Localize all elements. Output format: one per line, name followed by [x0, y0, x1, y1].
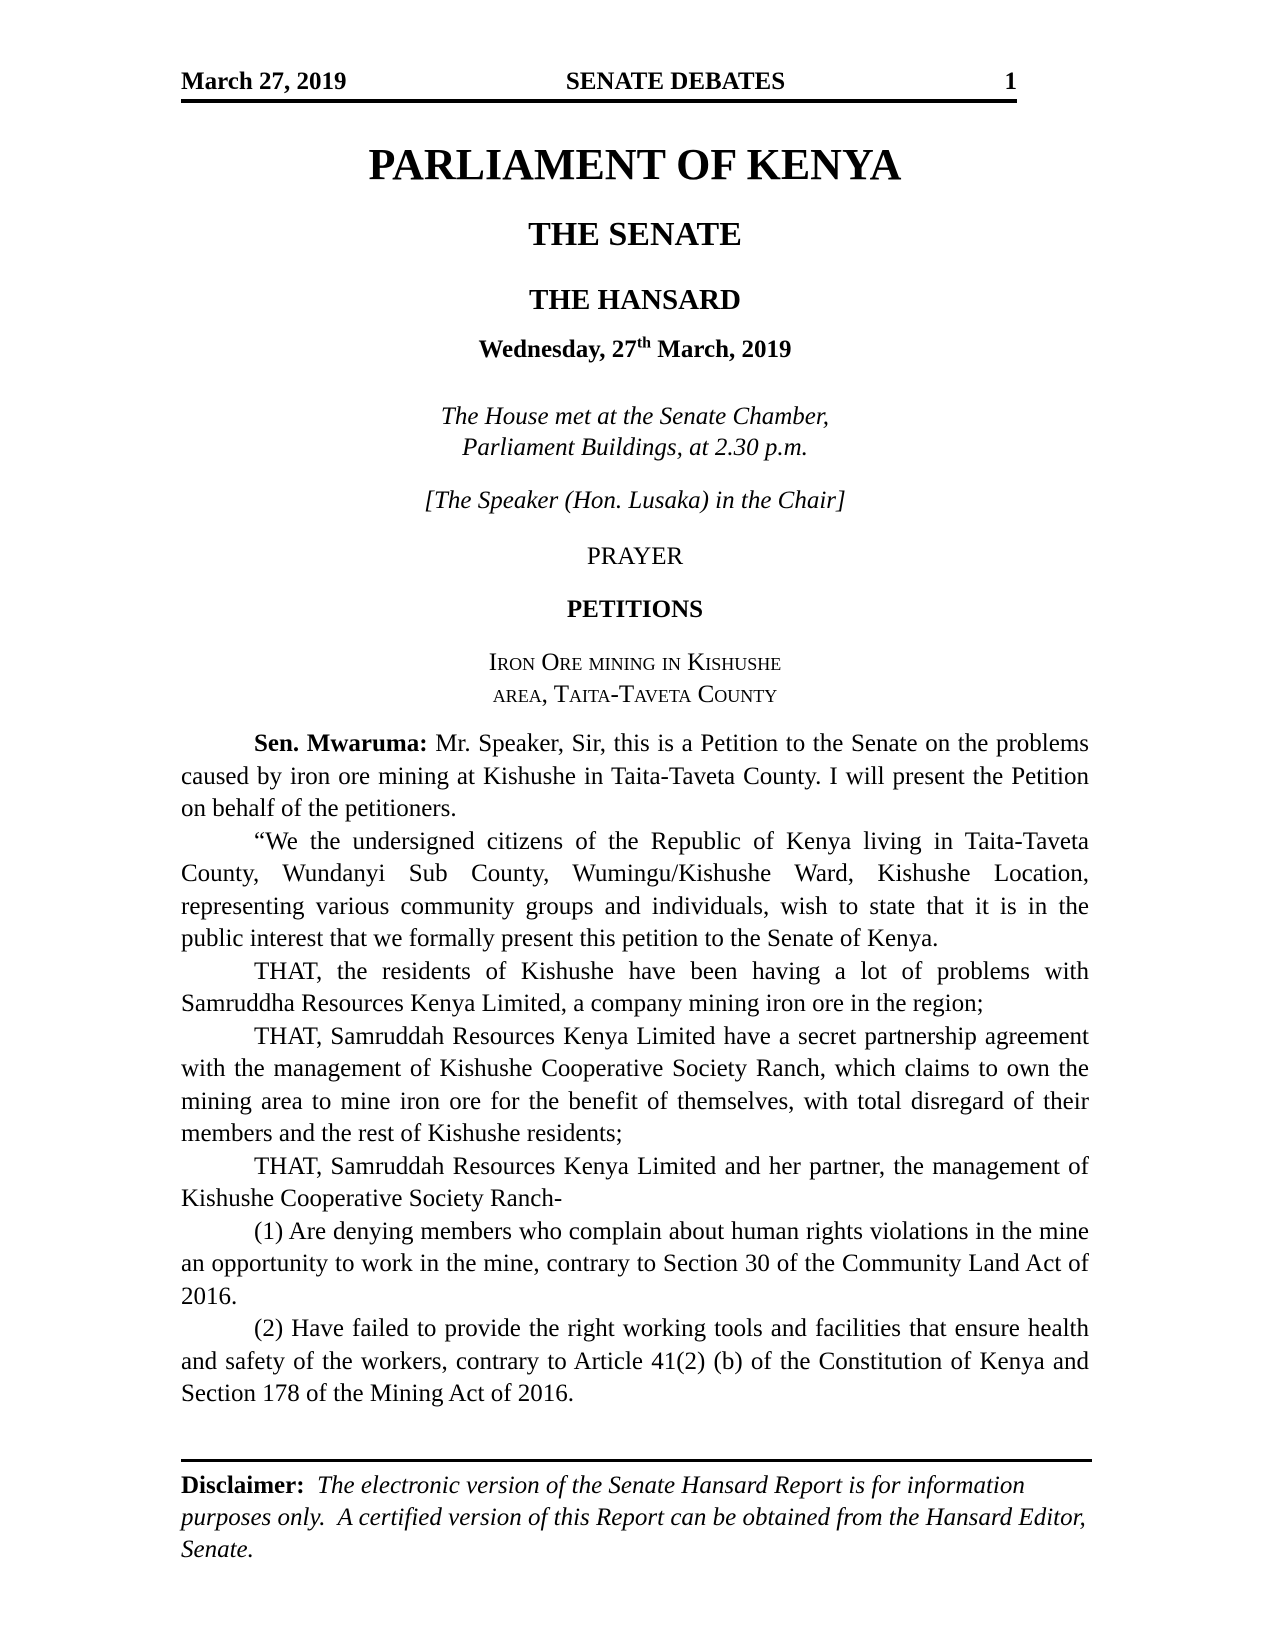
parliament-title: PARLIAMENT OF KENYA [368, 140, 902, 189]
paragraph-clause-2: (2) Have failed to provide the right working tools and facilities that ensure health and safety of the workers, contrary to Article 41(2) (b) of the Constitution of Kenya and Section 178 of the Mining Act of 2016. [181, 1315, 1089, 1407]
paragraph-that-partner: THAT, Samruddah Resources Kenya Limited and her partner, the management of Kishushe Cooperative Society Ranch- [181, 1152, 1089, 1212]
header-page-number: 1 [1004, 68, 1017, 95]
senate-title: THE SENATE [528, 216, 742, 253]
meeting-note [181, 401, 1089, 463]
paragraph-petition-preamble: “We the undersigned citizens of the Republic of Kenya living in Taita-Taveta County, Wundanyi Sub County, Wumingu/Kishushe Ward, Kishushe Location, representing various community groups and individuals, wish to state that it is in the public interest that we formally present this petition to the Senate of Kenya. [181, 827, 1089, 952]
document-content [181, 103, 1089, 1411]
paragraph-speaker-intro [181, 728, 1089, 826]
prayer-heading: PRAYER [586, 543, 684, 570]
disclaimer-footer [181, 1459, 1092, 1566]
petition-body [181, 728, 1089, 1411]
sitting-date-suffix: March, 2019 [651, 336, 792, 363]
sitting-date [181, 335, 1089, 365]
sitting-date-ordinal: th [636, 334, 652, 352]
speaker-name: Sen. Mwaruma: [254, 730, 428, 757]
paragraph-that-partnership: THAT, Samruddah Resources Kenya Limited have a secret partnership agreement with the management of Kishushe Cooperative Society Ranch, which claims to own the mining area to mine iron ore for the benefit of themselves, with total disregard of their members and the rest of Kishushe residents; [181, 1022, 1089, 1147]
paragraph-clause-1: (1) Are denying members who complain about human rights violations in the mine an opportunity to work in the mine, contrary to Section 30 of the Community Land Act of 2016. [181, 1217, 1089, 1310]
sitting-date-prefix: Wednesday, 27 [478, 336, 637, 363]
petition-title [181, 647, 1089, 711]
disclaimer [181, 1470, 1092, 1566]
disclaimer-text: The electronic version of the Senate Hansard Report is for information purposes only. A certified version of this Report can be obtained from the Hansard Editor, Senate. [181, 1472, 1086, 1563]
chair-note: [The Speaker (Hon. Lusaka) in the Chair] [424, 487, 846, 514]
disclaimer-label: Disclaimer: [181, 1472, 305, 1499]
meeting-note-line2: Parliament Buildings, at 2.30 p.m. [462, 434, 808, 461]
petition-title-line2: area, Taita-Taveta County [492, 681, 778, 708]
paragraph-text: Mr. Speaker, Sir, this is a Petition to the Senate on the problems caused by iron ore mining at Kishushe in Taita-Taveta County. I will present the Petition on behalf of the petitioners. [181, 730, 1089, 822]
hansard-title: THE HANSARD [529, 284, 741, 316]
meeting-note-line1: The House met at the Senate Chamber, [440, 403, 830, 430]
header-date: March 27, 2019 [181, 68, 347, 95]
petition-title-line1: Iron Ore mining in Kishushe [488, 649, 782, 676]
header-title: SENATE DEBATES [565, 68, 786, 95]
running-header [181, 68, 1017, 103]
paragraph-that-residents: THAT, the residents of Kishushe have been having a lot of problems with Samruddha Resources Kenya Limited, a company mining iron ore in the region; [181, 957, 1089, 1017]
petitions-heading: PETITIONS [566, 596, 704, 623]
